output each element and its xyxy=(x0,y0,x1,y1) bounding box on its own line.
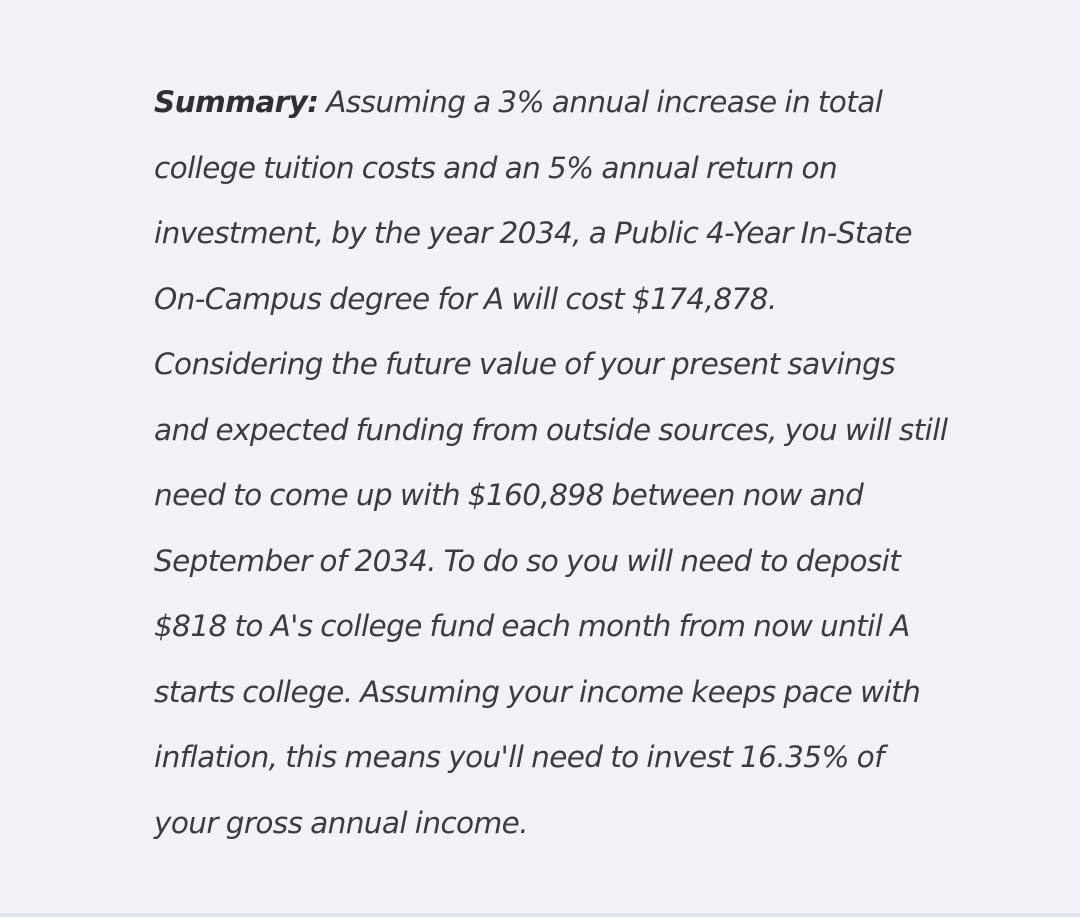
summary-line: September of 2034. To do so you will need to deposit xyxy=(154,543,901,578)
summary-line: your gross annual income. xyxy=(154,805,528,840)
summary-text: Assuming a 3% annual increase in total xyxy=(318,85,883,119)
summary-line: $818 to A's college fund each month from now until A xyxy=(154,609,910,643)
summary-line: inflation, this means you'll need to invest 16.35% of xyxy=(154,740,884,774)
bottom-divider xyxy=(0,913,1080,917)
summary-paragraph xyxy=(154,70,1004,856)
summary-label: Summary: xyxy=(154,85,319,119)
summary-line: and expected funding from outside sources, you will still xyxy=(154,412,948,447)
summary-line: On-Campus degree for A will cost $174,878. xyxy=(154,281,777,316)
summary-line: college tuition costs and an 5% annual return on xyxy=(154,150,838,185)
summary-line: investment, by the year 2034, a Public 4-Year In-State xyxy=(154,216,912,250)
summary-line: starts college. Assuming your income keeps pace with xyxy=(154,674,921,709)
summary-line: Considering the future value of your present savings xyxy=(154,347,896,381)
summary-line: need to come up with $160,898 between now and xyxy=(154,478,864,512)
summary-line xyxy=(154,70,1004,136)
